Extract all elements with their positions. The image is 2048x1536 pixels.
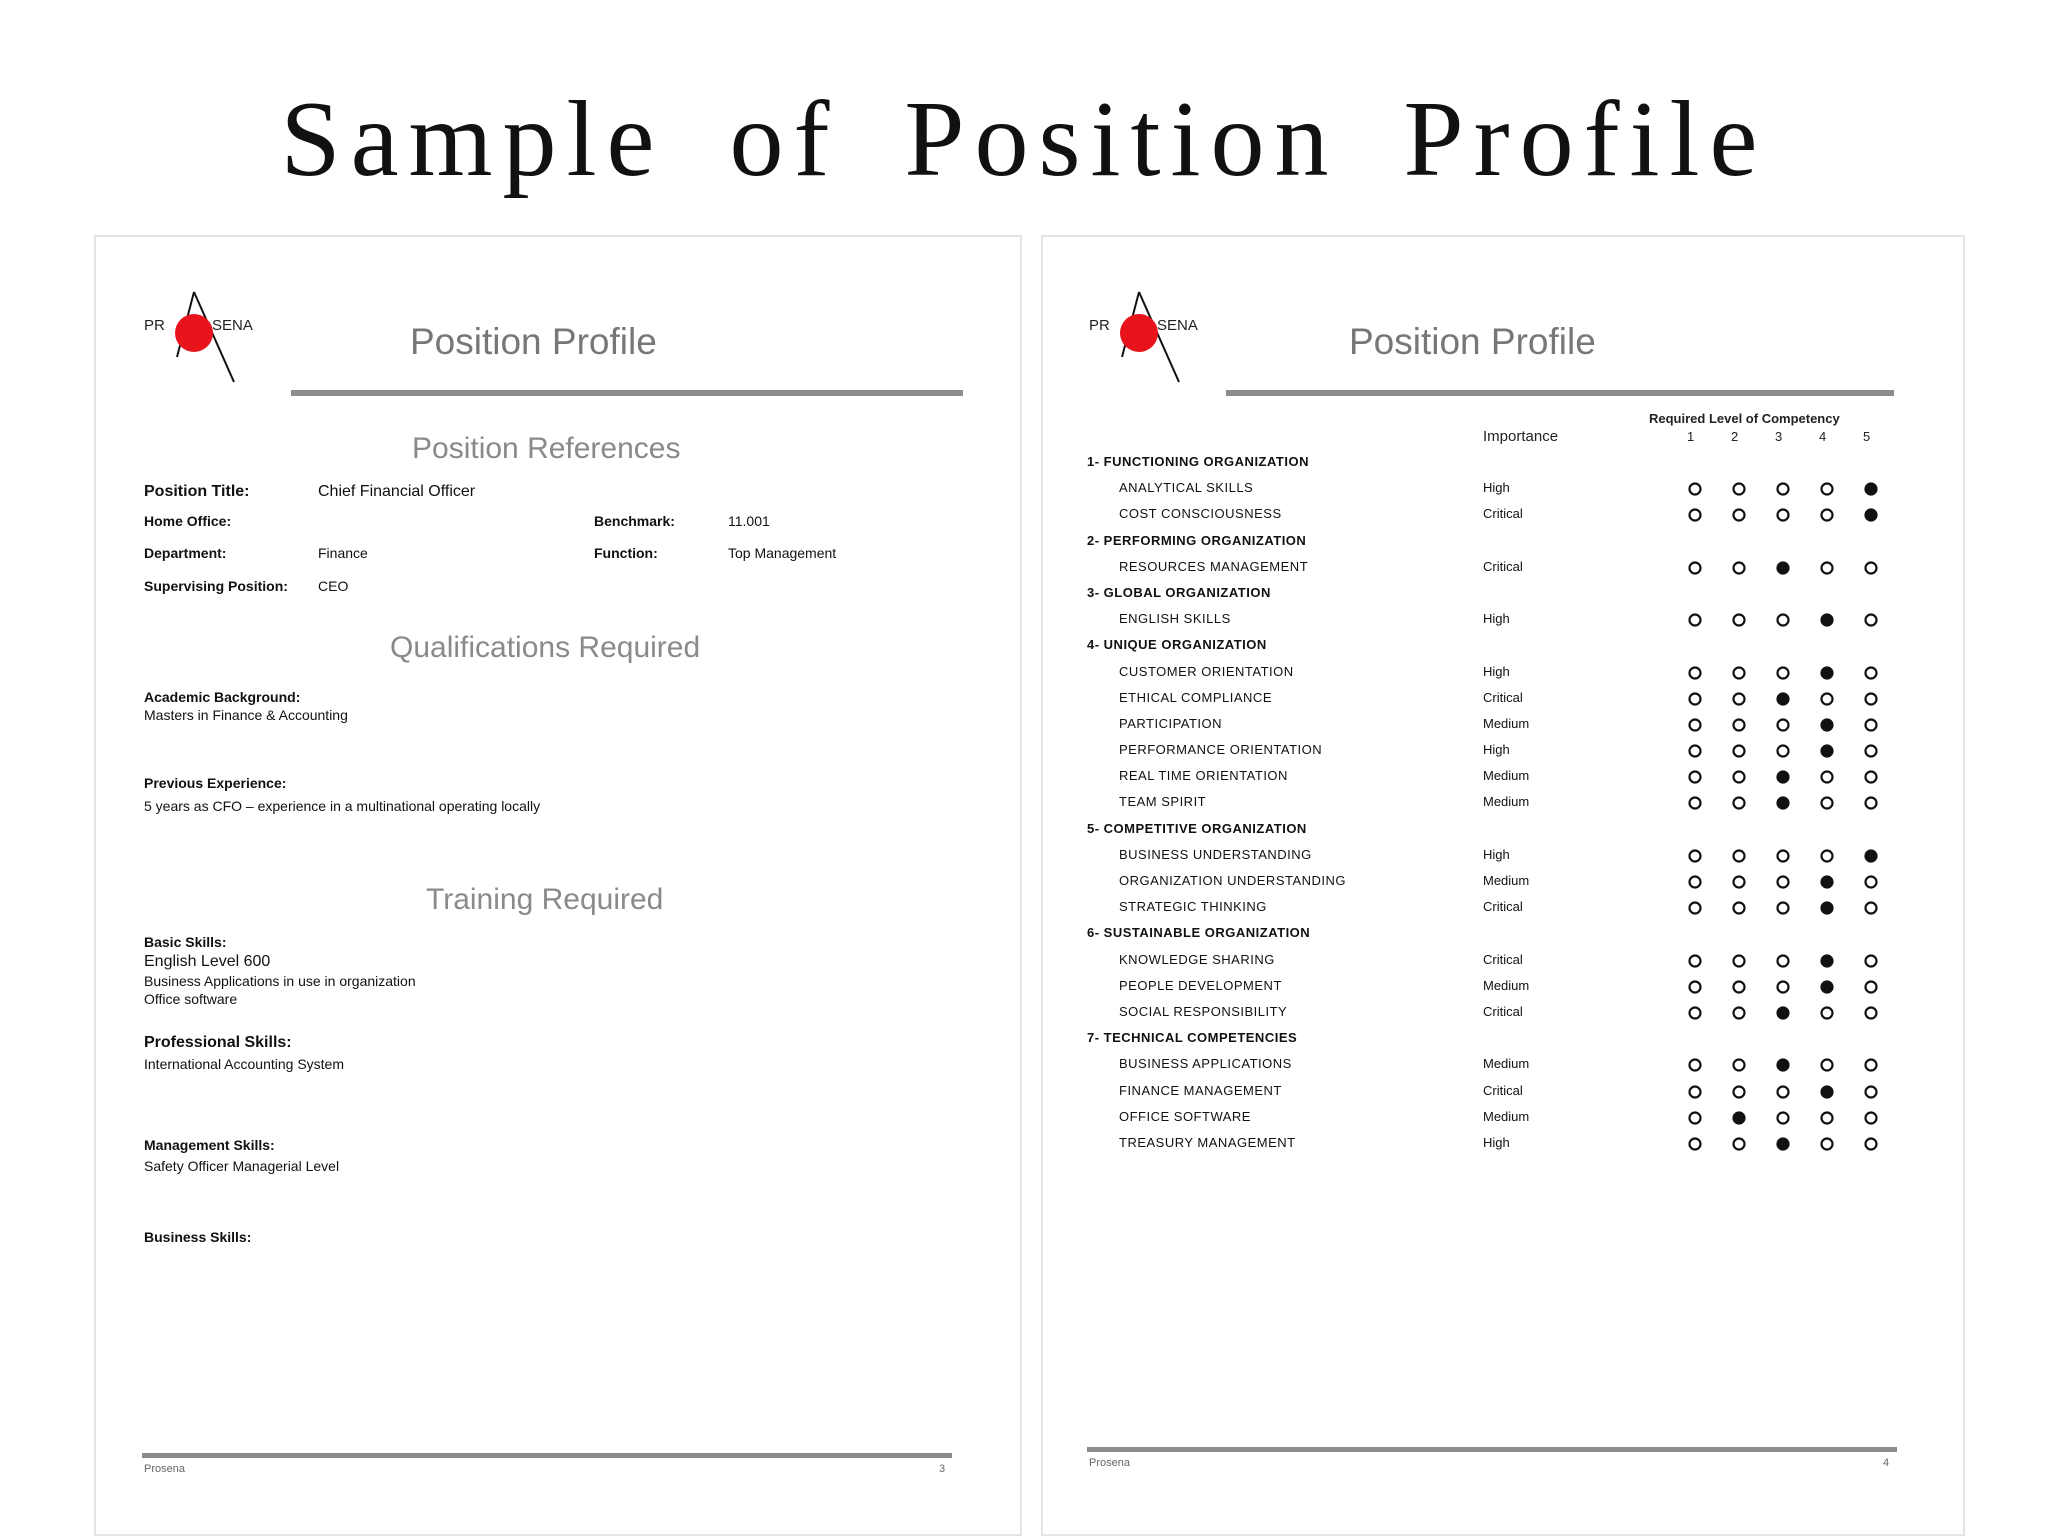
level-marker	[1731, 481, 1747, 497]
benchmark-label: Benchmark:	[594, 513, 675, 529]
level-marker-selected	[1819, 665, 1835, 681]
competency-level-scale	[1687, 743, 1877, 761]
level-marker	[1819, 507, 1835, 523]
level-marker	[1775, 1084, 1791, 1100]
level-marker	[1687, 1136, 1703, 1152]
level-marker	[1687, 1110, 1703, 1126]
competency-label: COST CONSCIOUSNESS	[1119, 506, 1282, 522]
level-marker-selected	[1819, 1084, 1835, 1100]
level-marker-selected	[1775, 795, 1791, 811]
competency-label: ORGANIZATION UNDERSTANDING	[1119, 873, 1347, 888]
level-marker-selected	[1863, 481, 1879, 497]
level-marker-selected	[1775, 1057, 1791, 1073]
header-rule	[291, 390, 963, 396]
level-marker	[1731, 665, 1747, 681]
level-marker	[1863, 717, 1879, 733]
competency-level-scale	[1687, 612, 1877, 630]
competency-label: FINANCE MANAGEMENT	[1119, 1082, 1282, 1098]
level-marker	[1687, 717, 1703, 733]
business-skills-label: Business Skills:	[144, 1229, 252, 1245]
footer-company: Prosena	[144, 1463, 185, 1475]
competency-label: OFFICE SOFTWARE	[1119, 1108, 1251, 1124]
level-marker	[1863, 1057, 1879, 1073]
competency-level-scale	[1687, 717, 1877, 735]
competency-label: TREASURY MANAGEMENT	[1119, 1134, 1296, 1150]
function-label: Function:	[594, 545, 658, 561]
level-marker	[1863, 560, 1879, 576]
level-number: 1	[1687, 429, 1695, 444]
professional-skills-label: Professional Skills:	[144, 1034, 292, 1051]
importance-value: High	[1483, 611, 1510, 627]
level-marker	[1731, 612, 1747, 628]
competency-level-scale	[1687, 691, 1877, 709]
level-marker	[1731, 769, 1747, 785]
management-skill-item: Safety Officer Managerial Level	[144, 1158, 340, 1174]
level-marker	[1775, 953, 1791, 969]
competency-category-row	[1087, 921, 1947, 947]
competency-category-row	[1087, 817, 1947, 843]
competency-row	[1087, 1105, 1947, 1131]
level-marker	[1863, 953, 1879, 969]
level-marker-selected	[1819, 717, 1835, 733]
competency-row	[1087, 1000, 1947, 1026]
level-marker	[1863, 612, 1879, 628]
level-marker	[1775, 743, 1791, 759]
level-marker	[1863, 1084, 1879, 1100]
level-marker	[1731, 717, 1747, 733]
level-marker	[1687, 848, 1703, 864]
position-references-heading: Position References	[412, 432, 681, 465]
level-marker	[1863, 900, 1879, 916]
competency-label: PEOPLE DEVELOPMENT	[1119, 977, 1282, 993]
importance-value: Medium	[1483, 873, 1530, 888]
department-value: Finance	[318, 545, 368, 561]
home-office-label: Home Office:	[144, 513, 232, 529]
level-marker	[1687, 1084, 1703, 1100]
level-marker-selected	[1775, 560, 1791, 576]
level-marker	[1731, 848, 1747, 864]
importance-value: High	[1483, 742, 1510, 758]
level-marker-selected	[1863, 507, 1879, 523]
level-marker	[1731, 1084, 1747, 1100]
importance-value: Medium	[1483, 715, 1530, 731]
level-marker	[1863, 1005, 1879, 1021]
level-marker	[1687, 743, 1703, 759]
level-marker	[1731, 560, 1747, 576]
logo-right-text: SENA	[1157, 317, 1198, 334]
competency-label: PERFORMANCE ORIENTATION	[1119, 742, 1323, 758]
academic-background-label: Academic Background:	[144, 689, 301, 705]
level-marker	[1687, 900, 1703, 916]
competency-label: RESOURCES MANAGEMENT	[1119, 558, 1309, 574]
level-marker	[1863, 665, 1879, 681]
level-marker	[1819, 848, 1835, 864]
competency-category-row	[1087, 450, 1947, 476]
previous-experience-label: Previous Experience:	[144, 775, 287, 791]
level-marker	[1863, 743, 1879, 759]
required-level-header: Required Level of Competency	[1649, 411, 1840, 426]
level-marker	[1819, 691, 1835, 707]
logo-left-text: PR	[144, 317, 165, 334]
level-marker	[1863, 691, 1879, 707]
level-marker	[1819, 1110, 1835, 1126]
importance-value: Medium	[1483, 1108, 1530, 1124]
footer-page-number: 4	[1883, 1457, 1890, 1469]
level-marker	[1731, 1136, 1747, 1152]
competency-level-scale	[1687, 1084, 1877, 1102]
competency-level-scale	[1687, 1005, 1877, 1023]
competency-level-scale	[1687, 874, 1877, 892]
competency-row	[1087, 974, 1947, 1000]
level-marker	[1687, 979, 1703, 995]
level-marker	[1863, 874, 1879, 890]
competency-label: CUSTOMER ORIENTATION	[1119, 663, 1294, 679]
basic-skill-item: English Level 600	[144, 953, 271, 970]
training-heading: Training Required	[426, 883, 664, 916]
competency-row	[1087, 660, 1947, 686]
level-marker	[1775, 717, 1791, 733]
level-marker-selected	[1775, 769, 1791, 785]
competency-row	[1087, 764, 1947, 790]
level-marker	[1687, 1057, 1703, 1073]
competency-row	[1087, 686, 1947, 712]
level-marker-selected	[1775, 1005, 1791, 1021]
competency-category-row	[1087, 1026, 1947, 1052]
category-label: 3- GLOBAL ORGANIZATION	[1087, 584, 1271, 600]
competency-row	[1087, 790, 1947, 816]
competency-label: PARTICIPATION	[1119, 715, 1223, 731]
importance-value: Critical	[1483, 506, 1523, 522]
level-number: 4	[1819, 429, 1827, 444]
prosena-logo	[1087, 287, 1217, 387]
competency-level-scale	[1687, 1110, 1877, 1128]
level-marker	[1819, 1005, 1835, 1021]
competency-category-row	[1087, 581, 1947, 607]
level-number: 2	[1731, 429, 1739, 444]
importance-value: Medium	[1483, 794, 1530, 810]
competency-row	[1087, 555, 1947, 581]
level-marker	[1775, 507, 1791, 523]
supervising-position-label: Supervising Position:	[144, 578, 288, 594]
level-marker	[1775, 481, 1791, 497]
level-marker	[1731, 953, 1747, 969]
competency-label: ANALYTICAL SKILLS	[1119, 480, 1254, 496]
level-marker	[1819, 481, 1835, 497]
footer-rule	[1087, 1447, 1897, 1452]
level-marker	[1731, 900, 1747, 916]
competency-level-scale	[1687, 1136, 1877, 1154]
competency-level-scale	[1687, 1057, 1877, 1075]
competency-level-scale	[1687, 979, 1877, 997]
level-number: 3	[1775, 429, 1783, 444]
competency-label: BUSINESS UNDERSTANDING	[1119, 846, 1312, 862]
level-marker	[1819, 560, 1835, 576]
logo-left-text: PR	[1089, 317, 1110, 334]
level-marker	[1775, 612, 1791, 628]
level-marker	[1731, 1005, 1747, 1021]
competency-label: STRATEGIC THINKING	[1119, 899, 1267, 915]
level-marker	[1863, 979, 1879, 995]
importance-header: Importance	[1483, 428, 1559, 445]
level-marker	[1775, 874, 1791, 890]
level-marker	[1731, 1057, 1747, 1073]
category-label: 4- UNIQUE ORGANIZATION	[1087, 637, 1267, 653]
level-marker	[1775, 900, 1791, 916]
importance-value: Critical	[1483, 689, 1523, 705]
basic-skill-item: Business Applications in use in organization	[144, 973, 416, 989]
level-marker	[1731, 507, 1747, 523]
header-rule	[1226, 390, 1894, 396]
management-skills-label: Management Skills:	[144, 1137, 275, 1153]
level-marker	[1687, 1005, 1703, 1021]
competency-label: SOCIAL RESPONSIBILITY	[1119, 1003, 1288, 1019]
competency-row	[1087, 712, 1947, 738]
level-marker-selected	[1819, 743, 1835, 759]
level-marker	[1819, 769, 1835, 785]
category-label: 1- FUNCTIONING ORGANIZATION	[1087, 454, 1309, 469]
competency-profile-page	[1041, 235, 1965, 1536]
competency-label: REAL TIME ORIENTATION	[1119, 768, 1288, 784]
level-marker	[1687, 795, 1703, 811]
competency-row	[1087, 843, 1947, 869]
category-label: 5- COMPETITIVE ORGANIZATION	[1087, 820, 1307, 836]
level-numbers	[1687, 429, 1887, 445]
level-marker	[1775, 979, 1791, 995]
competency-level-scale	[1687, 507, 1877, 525]
department-label: Department:	[144, 545, 227, 561]
competency-row	[1087, 869, 1947, 895]
professional-skill-item: International Accounting System	[144, 1056, 345, 1072]
level-marker-selected	[1863, 848, 1879, 864]
level-marker	[1731, 743, 1747, 759]
level-marker	[1687, 560, 1703, 576]
competency-level-scale	[1687, 560, 1877, 578]
level-marker	[1775, 848, 1791, 864]
page-header: Position Profile	[410, 321, 657, 362]
importance-value: High	[1483, 1134, 1510, 1150]
competency-label: ENGLISH SKILLS	[1119, 611, 1231, 627]
slide-title: Sample of Position Profile	[280, 80, 1768, 199]
competency-row	[1087, 502, 1947, 528]
footer-page-number: 3	[939, 1463, 946, 1475]
level-marker	[1687, 874, 1703, 890]
level-marker	[1731, 874, 1747, 890]
level-marker	[1775, 1110, 1791, 1126]
importance-value: Medium	[1483, 977, 1530, 993]
competency-row	[1087, 1131, 1947, 1157]
level-marker	[1863, 1110, 1879, 1126]
level-marker	[1731, 691, 1747, 707]
level-marker	[1819, 1136, 1835, 1152]
importance-value: Medium	[1483, 768, 1530, 784]
position-title-label: Position Title:	[144, 483, 250, 500]
competency-level-scale	[1687, 848, 1877, 866]
previous-experience-value: 5 years as CFO – experience in a multinational operating locally	[144, 798, 541, 814]
importance-value: Critical	[1483, 951, 1523, 967]
footer-rule	[142, 1453, 952, 1458]
competency-level-scale	[1687, 795, 1877, 813]
competency-level-scale	[1687, 481, 1877, 499]
position-title-value: Chief Financial Officer	[318, 483, 476, 500]
competency-row	[1087, 948, 1947, 974]
competency-label: ETHICAL COMPLIANCE	[1119, 689, 1272, 705]
level-marker	[1687, 612, 1703, 628]
importance-value: Critical	[1483, 1082, 1523, 1098]
competency-level-scale	[1687, 900, 1877, 918]
level-marker	[1863, 769, 1879, 785]
level-marker	[1863, 795, 1879, 811]
level-marker	[1819, 795, 1835, 811]
level-marker	[1819, 1057, 1835, 1073]
basic-skills-label: Basic Skills:	[144, 934, 227, 950]
benchmark-value: 11.001	[728, 513, 770, 529]
qualifications-heading: Qualifications Required	[390, 631, 701, 664]
level-marker-selected	[1819, 900, 1835, 916]
importance-value: High	[1483, 663, 1510, 679]
footer-company: Prosena	[1089, 1457, 1130, 1469]
competency-level-scale	[1687, 953, 1877, 971]
category-label: 7- TECHNICAL COMPETENCIES	[1087, 1030, 1298, 1046]
competency-row	[1087, 476, 1947, 502]
level-marker	[1731, 795, 1747, 811]
competency-row	[1087, 607, 1947, 633]
level-marker-selected	[1819, 953, 1835, 969]
level-marker	[1687, 481, 1703, 497]
importance-value: High	[1483, 480, 1510, 496]
level-marker	[1687, 665, 1703, 681]
importance-value: Critical	[1483, 899, 1523, 915]
prosena-logo	[142, 287, 272, 387]
level-marker	[1687, 507, 1703, 523]
competency-row	[1087, 738, 1947, 764]
level-number: 5	[1863, 429, 1871, 444]
function-value: Top Management	[728, 545, 837, 561]
competency-level-scale	[1687, 769, 1877, 787]
level-marker-selected	[1775, 691, 1791, 707]
category-label: 6- SUSTAINABLE ORGANIZATION	[1087, 925, 1311, 941]
academic-background-value: Masters in Finance & Accounting	[144, 707, 348, 723]
level-marker	[1863, 1136, 1879, 1152]
position-references-page	[94, 235, 1022, 1536]
competency-row	[1087, 1079, 1947, 1105]
level-marker-selected	[1819, 874, 1835, 890]
importance-value: Critical	[1483, 558, 1523, 574]
competency-level-scale	[1687, 665, 1877, 683]
level-marker	[1687, 769, 1703, 785]
importance-value: Medium	[1483, 1056, 1530, 1072]
supervising-position-value: CEO	[318, 578, 349, 594]
level-marker-selected	[1819, 612, 1835, 628]
category-label: 2- PERFORMING ORGANIZATION	[1087, 532, 1307, 548]
page-header: Position Profile	[1349, 321, 1596, 362]
competency-label: KNOWLEDGE SHARING	[1119, 951, 1275, 967]
competency-category-row	[1087, 633, 1947, 659]
competency-category-row	[1087, 529, 1947, 555]
level-marker-selected	[1731, 1110, 1747, 1126]
level-marker-selected	[1819, 979, 1835, 995]
competency-label: TEAM SPIRIT	[1119, 794, 1207, 810]
competency-label: BUSINESS APPLICATIONS	[1119, 1056, 1292, 1072]
level-marker	[1687, 691, 1703, 707]
level-marker	[1687, 953, 1703, 969]
competency-row	[1087, 1052, 1947, 1078]
basic-skill-item: Office software	[144, 991, 238, 1007]
importance-value: High	[1483, 846, 1510, 862]
competency-row	[1087, 895, 1947, 921]
level-marker-selected	[1775, 1136, 1791, 1152]
logo-right-text: SENA	[212, 317, 253, 334]
competency-table	[1087, 450, 1947, 1157]
importance-value: Critical	[1483, 1003, 1523, 1019]
level-marker	[1731, 979, 1747, 995]
level-marker	[1775, 665, 1791, 681]
